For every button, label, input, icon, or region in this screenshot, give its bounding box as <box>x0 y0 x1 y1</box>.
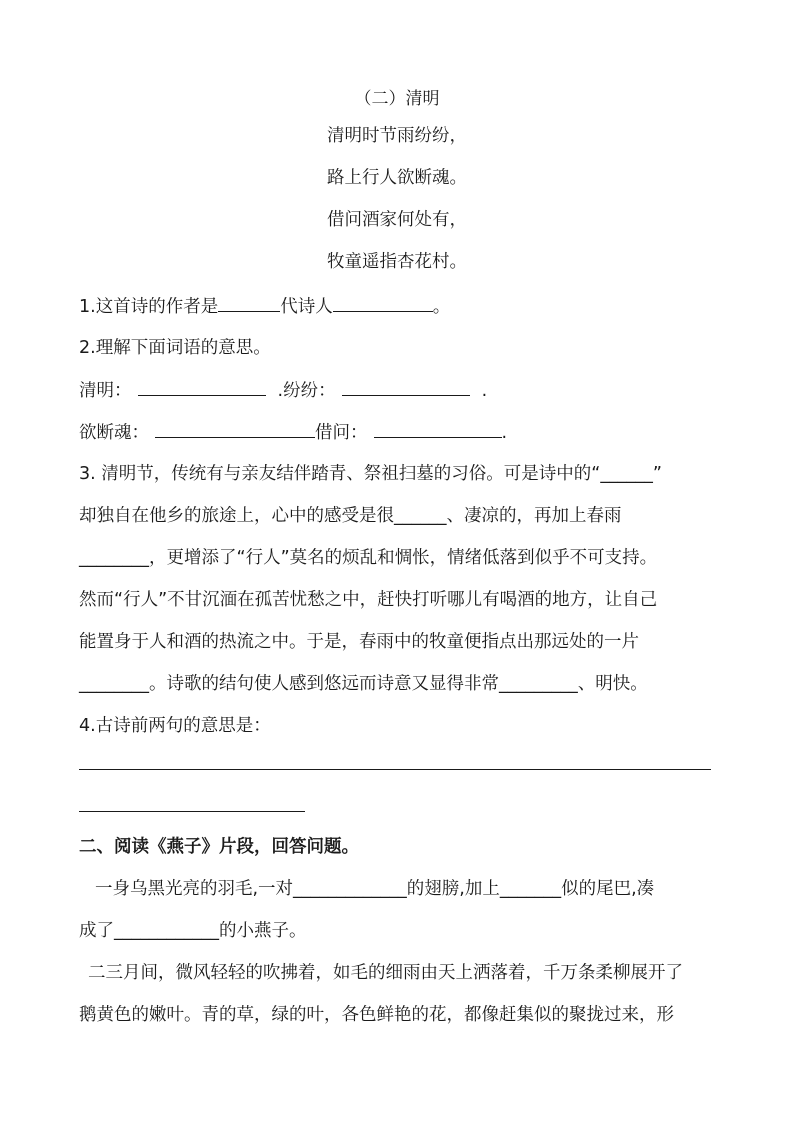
question-3-line-1: 3. 清明节，传统有与亲友结伴踏青、祭祖扫墓的习俗。可是诗中的“______” <box>79 464 662 484</box>
question-3-line-5: 能置身于人和酒的热流之中。于是，春雨中的牧童便指点出那远处的一片 <box>79 632 639 652</box>
passage-1-line-2: 成了____________的小燕子。 <box>79 921 307 941</box>
question-2-prompt: 2.理解下面词语的意思。 <box>79 338 271 358</box>
poem-title: （二）清明 <box>354 89 440 109</box>
poem-line-4: 牧童遥指杏花村。 <box>327 252 467 272</box>
question-3-line-6: ________。诗歌的结句使人感到悠远而诗意又显得非常_________、明快。 <box>79 674 648 694</box>
word-yuduanhun-label: 欲断魂： <box>79 423 149 443</box>
question-3-line-3: ________，更增添了“行人”莫名的烦乱和惆怅，情绪低落到似乎不可支持。 <box>79 548 658 568</box>
section-2-heading: 二、阅读《燕子》片段，回答问题。 <box>79 837 359 857</box>
row-2-end: . <box>501 423 508 443</box>
passage-2-line-2: 鹅黄色的嫩叶。青的草，绿的叶，各色鲜艳的花，都像赶集似的聚拢过来，形 <box>79 1005 674 1025</box>
question-1-text-a: 1.这首诗的作者是 <box>79 297 219 317</box>
question-4-prompt: 4.古诗前两句的意思是： <box>79 716 271 736</box>
poem-line-2: 路上行人欲断魂。 <box>327 168 467 188</box>
answer-line-2[interactable] <box>79 811 305 812</box>
question-2-row-2 <box>79 421 507 444</box>
question-1 <box>79 295 450 318</box>
question-3-line-2: 却独自在他乡的旅途上，心中的感受是很______、凄凉的，再加上春雨 <box>79 506 622 526</box>
yuduanhun-blank[interactable] <box>155 421 315 438</box>
qingming-blank[interactable] <box>138 379 266 396</box>
jiewen-blank[interactable] <box>374 421 502 438</box>
word-qingming-label: 清明： <box>79 381 132 401</box>
dynasty-blank[interactable] <box>218 295 280 312</box>
question-3-line-4: 然而“行人”不甘沉湎在孤苦忧愁之中，赶快打听哪儿有喝酒的地方，让自己 <box>79 590 658 610</box>
poem-line-1: 清明时节雨纷纷， <box>327 126 467 146</box>
poem-line-3: 借问酒家何处有， <box>327 210 467 230</box>
fenfen-blank[interactable] <box>342 379 470 396</box>
word-fenfen-label: .纷纷： <box>277 381 336 401</box>
answer-line-1[interactable] <box>79 769 711 770</box>
question-1-text-b: 代诗人 <box>280 297 333 317</box>
poet-blank[interactable] <box>333 295 433 312</box>
passage-2-line-1: 二三月间，微风轻轻的吹拂着，如毛的细雨由天上洒落着，千万条柔柳展开了 <box>88 963 683 983</box>
question-2-row-1 <box>79 379 487 402</box>
row-1-end: . <box>481 381 488 401</box>
passage-1-line-1: 一身乌黑光亮的羽毛,一对_____________的翅膀,加上_______似的尾巴,凑 <box>95 879 655 899</box>
word-jiewen-label: 借问： <box>315 423 368 443</box>
question-1-text-c: 。 <box>432 297 451 317</box>
